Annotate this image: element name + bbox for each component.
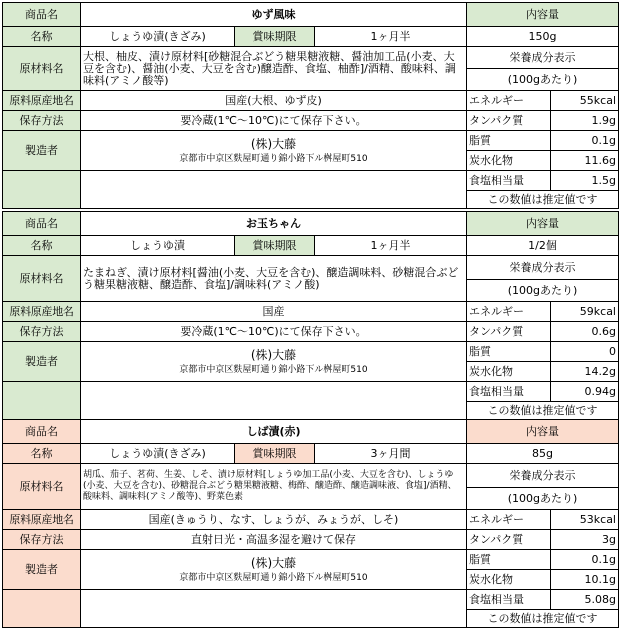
- maker-name: (株)大藤: [250, 136, 297, 151]
- header-maker: 製造者: [3, 550, 81, 590]
- storage-value: 要冷蔵(1℃〜10℃)にて保存下さい。: [81, 322, 467, 342]
- maker-address: 京都市中京区麩屋町通り錦小路下ル桝屋町510: [179, 153, 368, 164]
- type-name: しょうゆ漬(きざみ): [81, 444, 235, 464]
- nutrition-title: 栄養成分表示: [467, 464, 619, 488]
- estimate-note: この数値は推定値です: [467, 191, 619, 209]
- header-content: 内容量: [467, 212, 619, 236]
- header-origin: 原料原産地名: [3, 302, 81, 322]
- header-origin: 原料原産地名: [3, 510, 81, 530]
- storage-value: 直射日光・高温多湿を避けて保存: [81, 530, 467, 550]
- nutrition-value-protein: 1.9g: [551, 111, 619, 131]
- header-expiry: 賞味期限: [235, 27, 315, 47]
- expiry-value: 3ヶ月間: [315, 444, 467, 464]
- nutrition-label-protein: タンパク質: [467, 322, 551, 342]
- nutrition-value-carbs: 10.1g: [551, 570, 619, 590]
- storage-value: 要冷蔵(1℃〜10℃)にて保存下さい。: [81, 111, 467, 131]
- maker-address: 京都市中京区麩屋町通り錦小路下ル桝屋町510: [179, 572, 368, 583]
- nutrition-value-energy: 59kcal: [551, 302, 619, 322]
- nutrition-per: (100gあたり): [467, 280, 619, 302]
- blank-label-cell: [3, 171, 81, 209]
- blank-value-cell: [81, 382, 467, 420]
- nutrition-value-salt: 0.94g: [551, 382, 619, 402]
- blank-label-cell: [3, 590, 81, 628]
- header-content: 内容量: [467, 3, 619, 27]
- nutrition-label-carbs: 炭水化物: [467, 362, 551, 382]
- nutrition-label-fat: 脂質: [467, 131, 551, 151]
- maker-cell: [81, 550, 467, 590]
- nutrition-value-salt: 5.08g: [551, 590, 619, 610]
- nutrition-label-fat: 脂質: [467, 550, 551, 570]
- nutrition-value-fat: 0.1g: [551, 550, 619, 570]
- nutrition-value-energy: 53kcal: [551, 510, 619, 530]
- nutrition-value-salt: 1.5g: [551, 171, 619, 191]
- maker-name: (株)大藤: [250, 555, 297, 570]
- type-name: しょうゆ漬: [81, 236, 235, 256]
- nutrition-label-energy: エネルギー: [467, 91, 551, 111]
- label-shibazuke-red: [2, 419, 618, 628]
- content-value: 1/2個: [467, 236, 619, 256]
- header-ingredients: 原材料名: [3, 464, 81, 510]
- header-expiry: 賞味期限: [235, 236, 315, 256]
- origin-value: 国産(きゅうり、なす、しょうが、みょうが、しそ): [81, 510, 467, 530]
- header-origin: 原料原産地名: [3, 91, 81, 111]
- header-name: 名称: [3, 236, 81, 256]
- nutrition-value-carbs: 14.2g: [551, 362, 619, 382]
- nutrition-title: 栄養成分表示: [467, 256, 619, 280]
- header-name: 名称: [3, 27, 81, 47]
- blank-value-cell: [81, 171, 467, 209]
- label-otama-chan: [2, 211, 618, 420]
- header-content: 内容量: [467, 420, 619, 444]
- header-storage: 保存方法: [3, 530, 81, 550]
- maker-cell: [81, 131, 467, 171]
- content-value: 150g: [467, 27, 619, 47]
- product-name: お玉ちゃん: [81, 212, 467, 236]
- maker-address: 京都市中京区麩屋町通り錦小路下ル桝屋町510: [179, 364, 368, 375]
- type-name: しょうゆ漬(きざみ): [81, 27, 235, 47]
- nutrition-value-energy: 55kcal: [551, 91, 619, 111]
- nutrition-label-energy: エネルギー: [467, 302, 551, 322]
- maker-cell: [81, 342, 467, 382]
- header-storage: 保存方法: [3, 111, 81, 131]
- estimate-note: この数値は推定値です: [467, 402, 619, 420]
- nutrition-label-salt: 食塩相当量: [467, 382, 551, 402]
- product-name: ゆず風味: [81, 3, 467, 27]
- nutrition-label-energy: エネルギー: [467, 510, 551, 530]
- content-value: 85g: [467, 444, 619, 464]
- origin-value: 国産(大根、ゆず皮): [81, 91, 467, 111]
- estimate-note: この数値は推定値です: [467, 610, 619, 628]
- nutrition-value-fat: 0: [551, 342, 619, 362]
- nutrition-title: 栄養成分表示: [467, 47, 619, 69]
- nutrition-value-fat: 0.1g: [551, 131, 619, 151]
- nutrition-label-carbs: 炭水化物: [467, 151, 551, 171]
- maker-name: (株)大藤: [250, 347, 297, 362]
- header-maker: 製造者: [3, 131, 81, 171]
- nutrition-label-salt: 食塩相当量: [467, 171, 551, 191]
- label-yuzu-fumi: [2, 2, 618, 209]
- expiry-value: 1ヶ月半: [315, 27, 467, 47]
- header-name: 名称: [3, 444, 81, 464]
- nutrition-label-protein: タンパク質: [467, 111, 551, 131]
- nutrition-value-protein: 0.6g: [551, 322, 619, 342]
- header-storage: 保存方法: [3, 322, 81, 342]
- nutrition-value-carbs: 11.6g: [551, 151, 619, 171]
- nutrition-label-protein: タンパク質: [467, 530, 551, 550]
- ingredients-value: 大根、柚皮、漬け原材料[砂糖混合ぶどう糖果糖液糖、醤油加工品(小麦、大豆を含む)、醤油(小麦、大豆を含む)醸造酢、食塩、柚酢]/酒精、酸味料、調味料(アミノ酸等): [81, 47, 467, 91]
- nutrition-label-salt: 食塩相当量: [467, 590, 551, 610]
- origin-value: 国産: [81, 302, 467, 322]
- ingredients-value: たまねぎ、漬け原材料[醤油(小麦、大豆を含む)、醸造調味料、砂糖混合ぶどう糖果糖液糖、醸造酢、食塩]/調味料(アミノ酸): [81, 256, 467, 302]
- header-ingredients: 原材料名: [3, 47, 81, 91]
- header-maker: 製造者: [3, 342, 81, 382]
- product-name: しば漬(赤): [81, 420, 467, 444]
- header-product: 商品名: [3, 3, 81, 27]
- nutrition-label-carbs: 炭水化物: [467, 570, 551, 590]
- expiry-value: 1ヶ月半: [315, 236, 467, 256]
- nutrition-per: (100gあたり): [467, 69, 619, 91]
- blank-label-cell: [3, 382, 81, 420]
- nutrition-label-fat: 脂質: [467, 342, 551, 362]
- nutrition-per: (100gあたり): [467, 488, 619, 510]
- header-ingredients: 原材料名: [3, 256, 81, 302]
- ingredients-value: 胡瓜、茄子、茗荷、生姜、しそ、漬け原材料[しょうゆ加工品(小麦、大豆を含む)、しょうゆ(小麦、大豆を含む)、砂糖混合ぶどう糖果糖液糖、梅酢、醸造酢、醸造調味液、食塩]/酒精、酸味料、調味料(アミノ酸等)、野菜色素: [81, 464, 467, 510]
- header-expiry: 賞味期限: [235, 444, 315, 464]
- nutrition-value-protein: 3g: [551, 530, 619, 550]
- header-product: 商品名: [3, 420, 81, 444]
- blank-value-cell: [81, 590, 467, 628]
- header-product: 商品名: [3, 212, 81, 236]
